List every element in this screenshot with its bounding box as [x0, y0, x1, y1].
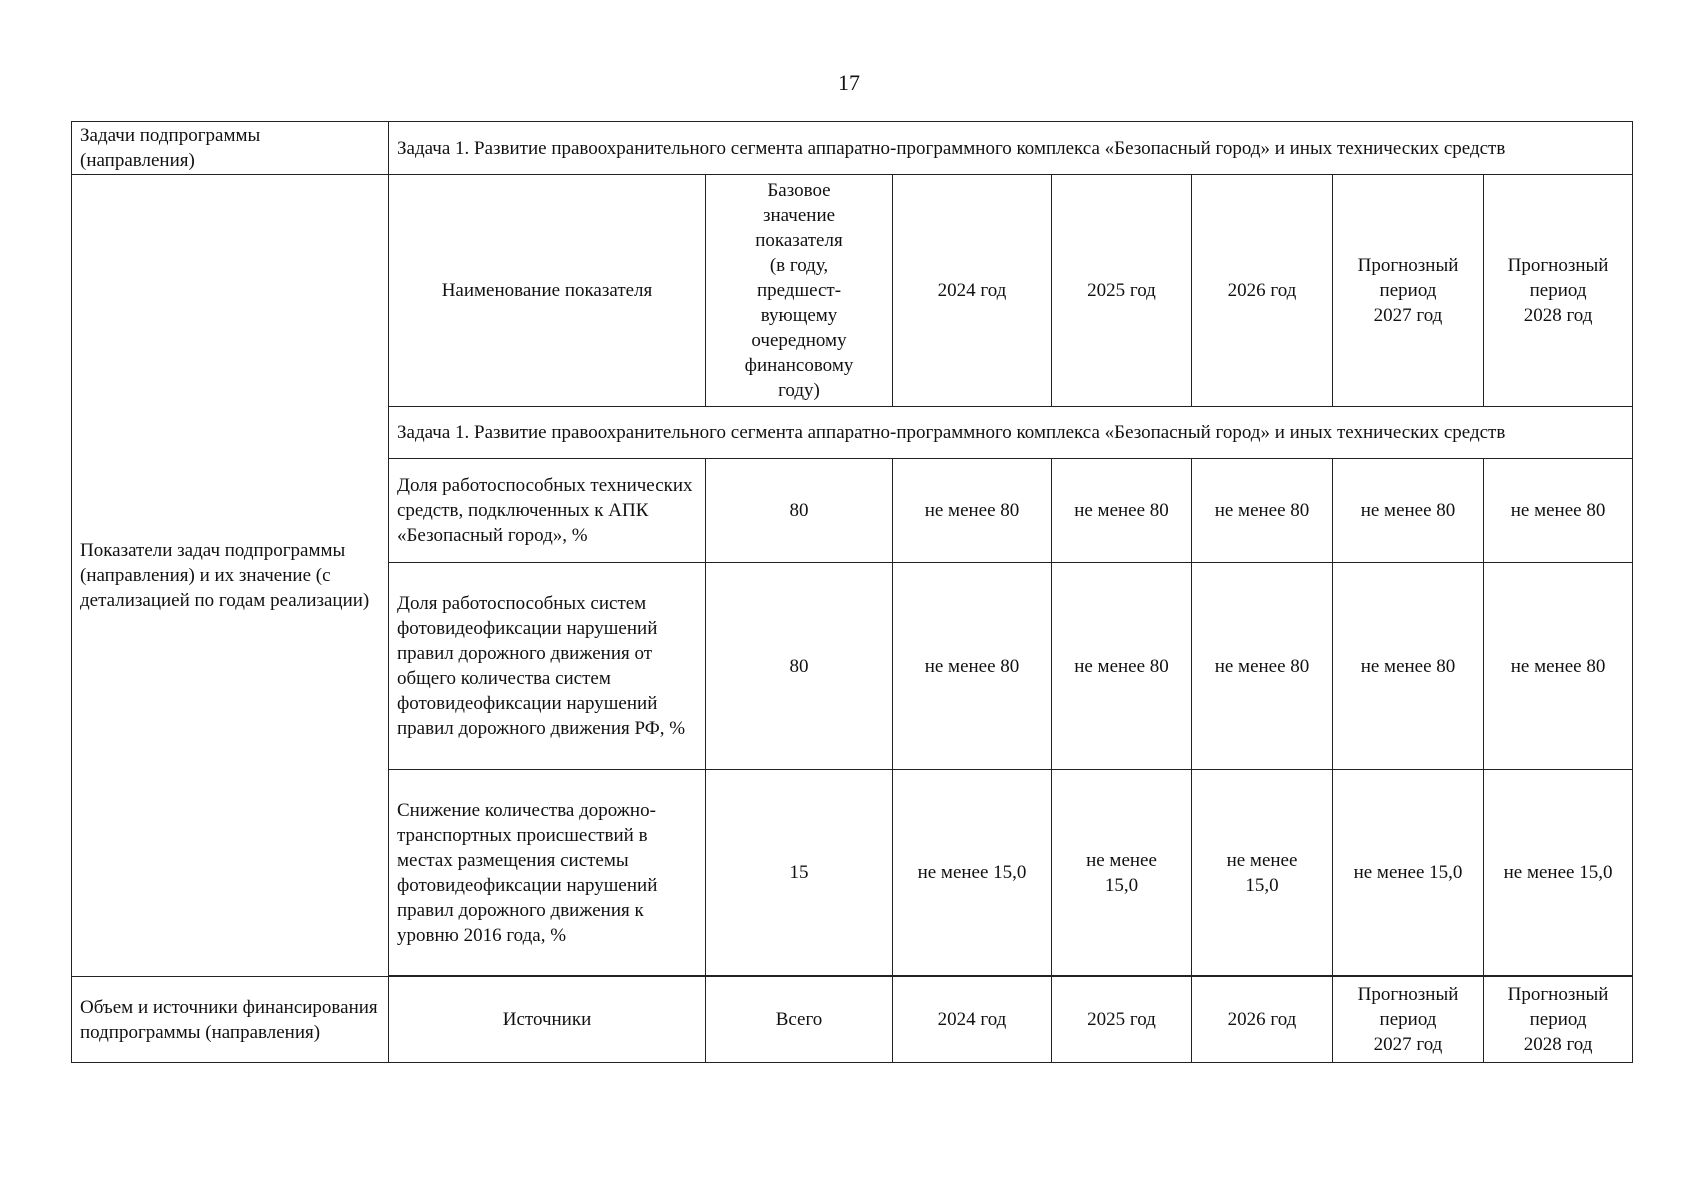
page-number: 17 — [838, 70, 860, 95]
indicator-value-2028: не менее 80 — [1484, 563, 1633, 770]
header-base-value: Базовое значение показателя (в году, предшест- вующему очередному финансовому году) — [706, 175, 893, 407]
financing-header-2028: Прогнозный период 2028 год — [1484, 977, 1633, 1063]
passport-table — [71, 121, 1633, 1063]
tasks-label: Задачи подпрограммы (направления) — [72, 122, 389, 175]
header-indicator-name: Наименование показателя — [389, 175, 706, 407]
header-2028: Прогнозный период 2028 год — [1484, 175, 1633, 407]
header-2026: 2026 год — [1192, 175, 1333, 407]
header-2024: 2024 год — [893, 175, 1052, 407]
financing-row — [72, 977, 1633, 1063]
indicator-base-value: 15 — [706, 770, 893, 976]
indicator-value-2025: не менее 15,0 — [1052, 770, 1192, 976]
indicator-value-2027: не менее 80 — [1333, 459, 1484, 563]
indicator-value-2026: не менее 15,0 — [1192, 770, 1333, 976]
indicator-value-2024: не менее 80 — [893, 563, 1052, 770]
financing-label: Объем и источники финансирования подпрограммы (направления) — [72, 977, 389, 1063]
header-2027: Прогнозный период 2027 год — [1333, 175, 1484, 407]
indicator-base-value: 80 — [706, 563, 893, 770]
financing-header-2027: Прогнозный период 2027 год — [1333, 977, 1484, 1063]
header-2025: 2025 год — [1052, 175, 1192, 407]
financing-header-2025: 2025 год — [1052, 977, 1192, 1063]
indicator-name: Снижение количества дорожно-транспортных происшествий в местах размещения системы фотовидеофиксации нарушений правил дорожного движения к уровню 2016 года, % — [389, 770, 706, 976]
financing-header-2026: 2026 год — [1192, 977, 1333, 1063]
financing-header-2024: 2024 год — [893, 977, 1052, 1063]
indicator-value-2028: не менее 80 — [1484, 459, 1633, 563]
indicator-value-2025: не менее 80 — [1052, 563, 1192, 770]
indicator-name: Доля работоспособных систем фотовидеофиксации нарушений правил дорожного движения от общего количества систем фотовидеофиксации нарушений правил дорожного движения РФ, % — [389, 563, 706, 770]
indicator-value-2027: не менее 15,0 — [1333, 770, 1484, 976]
indicator-value-2024: не менее 15,0 — [893, 770, 1052, 976]
tasks-value: Задача 1. Развитие правоохранительного сегмента аппаратно-программного комплекса «Безопасный город» и иных технических средств — [389, 122, 1633, 175]
indicator-value-2027: не менее 80 — [1333, 563, 1484, 770]
indicators-label: Показатели задач подпрограммы (направления) и их значение (с детализацией по годам реализации) — [72, 175, 389, 977]
indicator-value-2024: не менее 80 — [893, 459, 1052, 563]
indicator-value-2026: не менее 80 — [1192, 459, 1333, 563]
financing-header-sources: Источники — [389, 977, 706, 1063]
indicator-value-2028: не менее 15,0 — [1484, 770, 1633, 976]
indicators-task-title: Задача 1. Развитие правоохранительного сегмента аппаратно-программного комплекса «Безопасный город» и иных технических средств — [389, 407, 1633, 459]
tasks-row — [72, 122, 1633, 175]
financing-header-total: Всего — [706, 977, 893, 1063]
indicator-base-value: 80 — [706, 459, 893, 563]
indicator-value-2025: не менее 80 — [1052, 459, 1192, 563]
indicator-value-2026: не менее 80 — [1192, 563, 1333, 770]
indicators-header-row — [72, 175, 1633, 407]
indicator-name: Доля работоспособных технических средств, подключенных к АПК «Безопасный город», % — [389, 459, 706, 563]
